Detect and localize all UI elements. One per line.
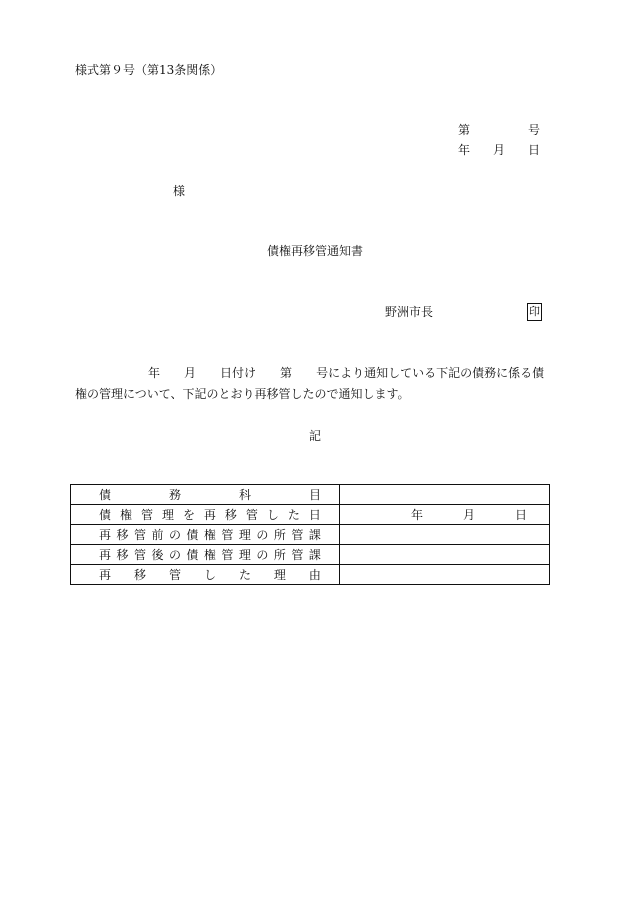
row-value-retransfer-date — [340, 505, 550, 525]
row-label-char: 再 — [203, 508, 216, 522]
body-line1-rest: 号により通知している下記の債務に係る債 — [316, 366, 545, 380]
row-label-char: 課 — [308, 528, 321, 542]
document-date — [458, 143, 540, 157]
row-value-new-department — [340, 545, 550, 565]
row-label-char: 管 — [221, 528, 234, 542]
row-label-char: 理 — [273, 568, 286, 582]
row-label-char: 権 — [203, 528, 216, 542]
row-label-char: 権 — [203, 548, 216, 562]
table-row-retransfer-date — [71, 505, 550, 525]
row-label-char: 理 — [238, 548, 251, 562]
row-label-char: 後 — [151, 548, 164, 562]
row-label — [71, 505, 340, 525]
row-label-char: 理 — [238, 528, 251, 542]
document-number-prefix: 第 — [458, 123, 471, 137]
table-row-new-department — [71, 545, 550, 565]
seal-mark: 印 — [527, 303, 542, 321]
row-value-prior-department — [340, 525, 550, 545]
row-value-debt-item — [340, 485, 550, 505]
row-label-char: 由 — [308, 568, 321, 582]
document-date-day: 日 — [527, 143, 540, 157]
row-label-char: 債 — [186, 548, 199, 562]
retransfer-date-year: 年 — [410, 508, 423, 522]
retransfer-date-day: 日 — [514, 508, 527, 522]
row-label-char: 再 — [99, 528, 112, 542]
row-label-char: 管 — [133, 528, 146, 542]
row-label-char: 科 — [238, 488, 251, 502]
document-number-suffix: 号 — [527, 123, 540, 137]
table-row-prior-department — [71, 525, 550, 545]
body-month: 月 — [184, 366, 197, 380]
row-label-char: 権 — [119, 508, 132, 522]
row-label — [71, 565, 340, 585]
row-label-char: 管 — [245, 508, 258, 522]
record-table — [70, 484, 550, 585]
row-label-char: 債 — [99, 488, 112, 502]
table-row-debt-item — [71, 485, 550, 505]
document-date-year: 年 — [458, 143, 471, 157]
row-label-char: た — [287, 508, 300, 522]
row-label-char: 管 — [291, 548, 304, 562]
row-label-char: 前 — [151, 528, 164, 542]
document-date-month: 月 — [492, 143, 505, 157]
addressee: 様 — [173, 184, 186, 198]
row-label-char: 移 — [116, 548, 129, 562]
row-label-char: 移 — [116, 528, 129, 542]
row-label-char: 債 — [99, 508, 112, 522]
body-text-line-2: 権の管理について、下記のとおり再移管したので通知します。 — [75, 387, 410, 401]
row-label-char: 課 — [308, 548, 321, 562]
row-label-char: 管 — [140, 508, 153, 522]
row-label-char: の — [256, 548, 269, 562]
row-label-char: 理 — [161, 508, 174, 522]
row-label-char: 移 — [224, 508, 237, 522]
row-label-char: し — [203, 568, 216, 582]
row-label-char: 日 — [308, 508, 321, 522]
row-label-char: た — [238, 568, 251, 582]
body-dated: 日付け — [220, 366, 257, 380]
form-number: 様式第９号（第13条関係） — [75, 63, 223, 77]
row-label-char: の — [168, 528, 181, 542]
row-label — [71, 525, 340, 545]
document-title: 債権再移管通知書 — [266, 244, 363, 258]
retransfer-date-month: 月 — [462, 508, 475, 522]
row-label-char: し — [266, 508, 279, 522]
ki-heading: 記 — [308, 429, 321, 443]
row-label — [71, 485, 340, 505]
body-number-prefix: 第 — [280, 366, 293, 380]
row-label-char: 管 — [221, 548, 234, 562]
row-label-char: 所 — [273, 548, 286, 562]
row-label-char: を — [182, 508, 195, 522]
row-label — [71, 545, 340, 565]
document-number — [458, 123, 540, 137]
body-text-line-1 — [148, 366, 544, 380]
row-value-reason — [340, 565, 550, 585]
row-label-char: の — [168, 548, 181, 562]
row-label-char: 務 — [168, 488, 181, 502]
row-label-char: 債 — [186, 528, 199, 542]
row-label-char: 管 — [291, 528, 304, 542]
row-label-char: 再 — [99, 548, 112, 562]
row-label-char: 目 — [308, 488, 321, 502]
row-label-char: の — [256, 528, 269, 542]
row-label-char: 再 — [99, 568, 112, 582]
issuer-name: 野洲市長 — [385, 305, 434, 319]
body-year: 年 — [148, 366, 161, 380]
row-label-char: 管 — [133, 548, 146, 562]
table-row-reason — [71, 565, 550, 585]
row-label-char: 所 — [273, 528, 286, 542]
row-label-char: 移 — [133, 568, 146, 582]
row-label-char: 管 — [168, 568, 181, 582]
